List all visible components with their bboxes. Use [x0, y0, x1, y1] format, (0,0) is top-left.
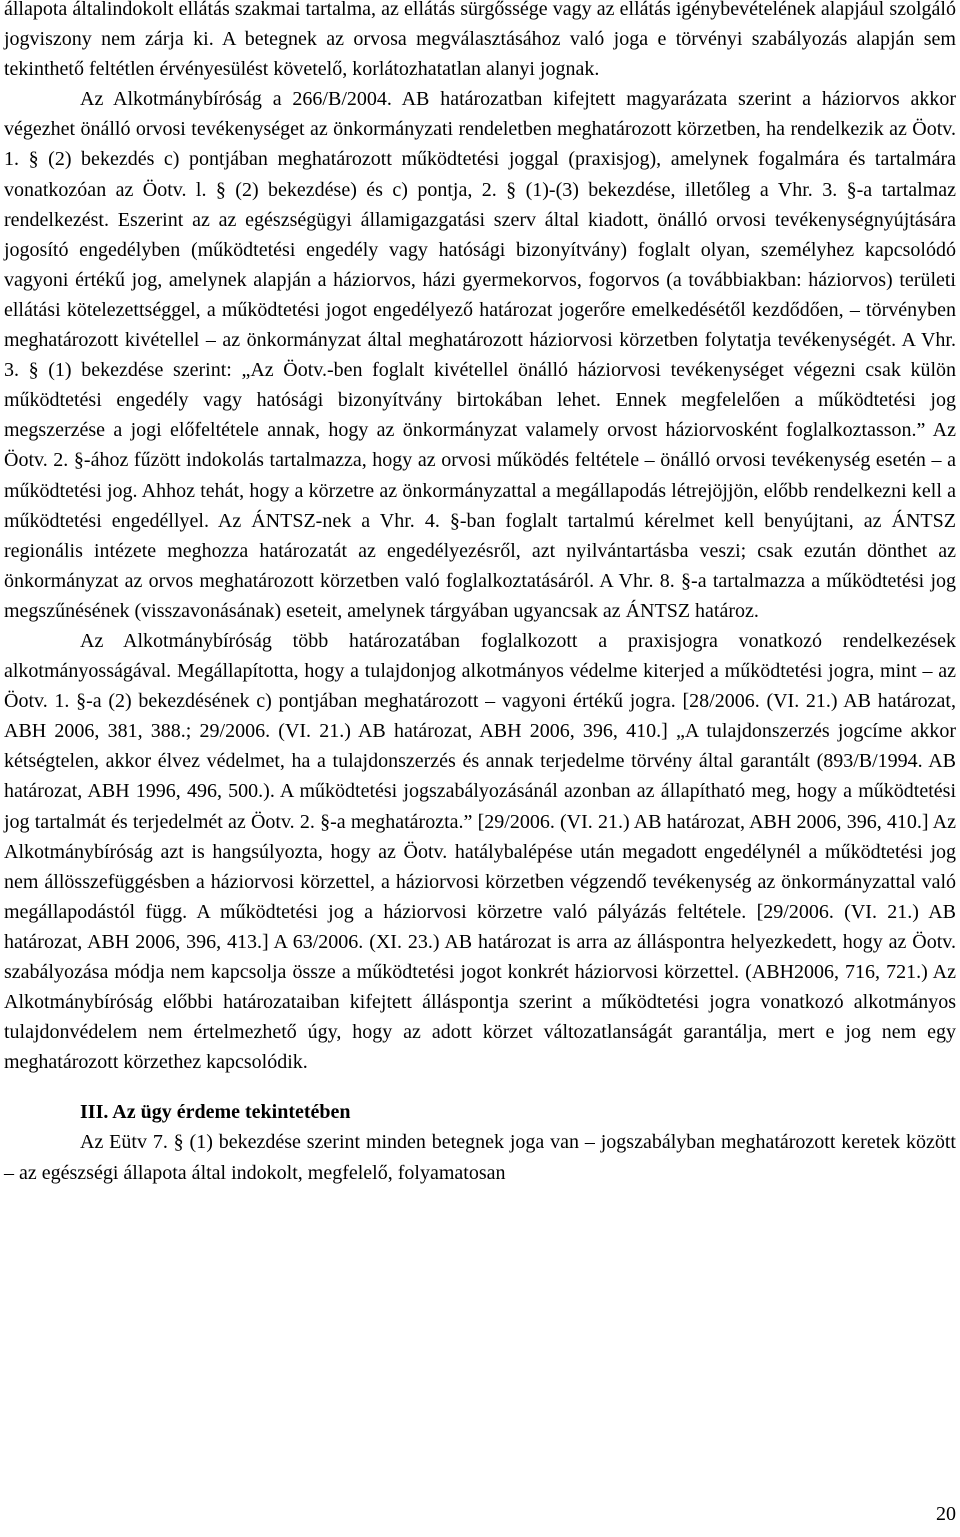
paragraph-eutv: Az Eütv 7. § (1) bekezdése szerint minden betegnek joga van – jogszabályban meghatározott keretek között – az egészségi állapota által indokolt, megfelelő, folyamatosan	[4, 1131, 956, 1184]
paragraph-constitutional-court: Az Alkotmánybíróság több határozatában foglalkozott a praxisjogra vonatkozó rendelkezések alkotmányosságával. Megállapította, hogy a tulajdonjog alkotmányos védelme kiterjed a működtetési jogra, mint – az Öotv. 1. §-a (2) bekezdésének c) pontjában meghatározott – vagyoni értékű jogra. [28/2006. (VI. 21.) AB határozat, ABH 2006, 381, 388.; 29/2006. (VI. 21.) AB határozat, ABH 2006, 396, 410.] „A tulajdonszerzés jogcíme akkor kétségtelen, akkor élvez védelmet, ha a tulajdonszerzés és annak terjedelme törvény által garantált (893/B/1994. AB határozat, ABH 1996, 496, 500.). A működtetési jogszabályozásánál azonban az állapítható meg, hogy a működtetési jog tartalmát és terjedelmét az Öotv. 2. §-a meghatározta.” [29/2006. (VI. 21.) AB határozat, ABH 2006, 396, 410.] Az Alkotmánybíróság azt is hangsúlyozta, hogy az Öotv. hatálybalépése után megadott engedélynél a működtetési jog nem állösszefüggésben a háziorvosi körzettel, a háziorvosi körzetben végzendő tevékenység az önkormányzattal való megállapodástól függ. A működtetési jog a háziorvosi körzetre való pályázás feltétele. [29/2006. (VI. 21.) AB határozat, ABH 2006, 396, 413.] A 63/2006. (XI. 23.) AB határozat is arra az álláspontra helyezkedett, hogy az Öotv. szabályozása módja nem kapcsolja össze a működtetési jogot konkrét háziorvosi körzettel. (ABH2006, 716, 721.) Az Alkotmánybíróság előbbi határozataiban kifejtett álláspontja szerint a működtetési jogra vonatkozó alkotmányos tulajdonvédelem nem értelmezhető úgy, hogy az adott körzet változatlanságát garantálja, mert e jog nem egy meghatározott körzethez kapcsolódik.	[4, 629, 956, 1074]
page-number: 20	[936, 1503, 956, 1525]
section-heading: III. Az ügy érdeme tekintetében	[80, 1101, 351, 1124]
section-spacer	[4, 1077, 956, 1097]
paragraph-continuation: állapota általindokolt ellátás szakmai tartalma, az ellátás sürgőssége vagy az ellátás igénybevételének alapjául szolgáló jogviszony nem zárja ki. A betegnek az orvosa megválasztásához való joga e törvényi szabályozás alapján sem tekinthető feltétlen érvényesülést követelő, korlátozhatatlan alanyi jognak.	[4, 0, 956, 81]
paragraph-praxisjog-explanation: Az Alkotmánybíróság a 266/B/2004. AB határozatban kifejtett magyarázata szerint a háziorvos akkor végezhet önálló orvosi tevékenységet az önkormányzati rendeletben meghatározott körzetben, ha rendelkezik az Öotv. 1. § (2) bekezdés c) pontjában meghatározott működtetési joggal (praxisjog), amelynek fogalmára és tartalmára vonatkozóan az Öotv. l. § (2) bekezdése) és c) pontja, 2. § (1)-(3) bekezdése, illetőleg a Vhr. 3. §-a tartalmaz rendelkezést. Eszerint az az egészségügyi államigazgatási szerv által kiadott, önálló orvosi tevékenységnyújtására jogosító engedélyben (működtetési engedély vagy hatósági bizonyítvány) foglalt olyan, személyhez kapcsolódó vagyoni értékű jog, amelynek alapján a háziorvos, házi gyermekorvos, fogorvos (a továbbiakban: háziorvos) területi ellátási kötelezettséggel, a működtetési jogot engedélyező határozat jogerőre emelkedésétől kezdődően, – törvényben meghatározott kivétellel – az önkormányzat által meghatározott háziorvosi körzetben folytatja tevékenységét. A Vhr. 3. § (1) bekezdése szerint: „Az Öotv.-ben foglalt kivétellel önálló háziorvosi tevékenységet végezni csak külön működtetési engedély vagy hatósági bizonyítvány birtokában lehet. Ennek megfelelően a működtetési jog megszerzése a jogi előfeltétele annak, hogy az önkormányzat valamely orvost háziorvosként foglalkoztasson.” Az Öotv. 2. §-ához fűzött indokolás tartalmazza, hogy az orvosi működés feltétele – önálló orvosi tevékenység esetén – a működtetési jog. Ahhoz tehát, hogy a körzetre az önkormányzattal a megállapodás létrejöjjön, előbb rendelkezni kell a működtetési engedéllyel. Az ÁNTSZ-nek a Vhr. 4. §-ban foglalt tartalmú kérelmet kell benyújtani, az ÁNTSZ regionális intézete meghozza határozatát az engedélyezésről, azt nyilvántartásba veszi; csak ezután dönthet az önkormányzat az orvos meghatározott körzetben való foglalkoztatásáról. A Vhr. 8. §-a tartalmazza a működtetési jog megszűnésének (visszavonásának) eseteit, amelynek tárgyában ugyancsak az ÁNTSZ határoz.	[4, 88, 956, 622]
document-page	[4, 0, 956, 1188]
